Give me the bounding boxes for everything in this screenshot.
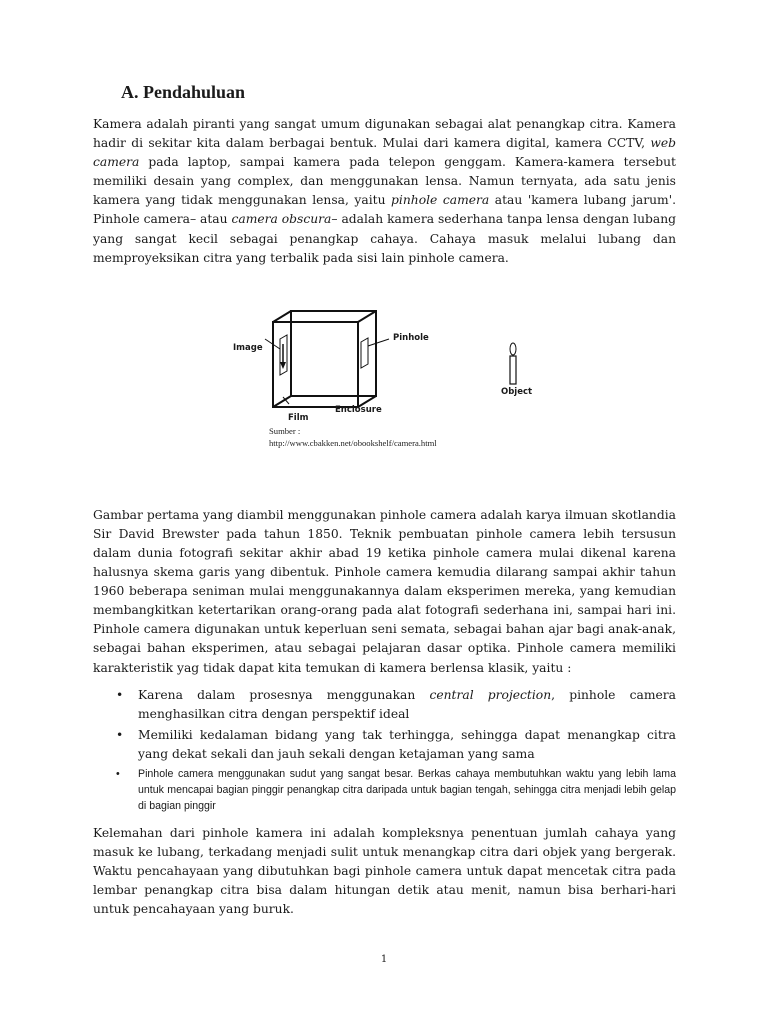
list-item: • Karena dalam prosesnya menggunakan central projection, pinhole camera menghasilkan citra dengan perspektif ideal	[116, 687, 676, 721]
weakness-paragraph: Kelemahan dari pinhole kamera ini adalah kompleksnya penentuan jumlah cahaya yang masuk ke lubang, terkadang menjadi sulit untuk menangkap citra dari objek yang bergerak. Waktu pencahayaan yang dibutuhkan bagi pinhole camera untuk dapat mencetak citra pada lembar penangkap citra bisa dalam hitungan detik atau menit, namun bisa berhari-hari untuk pencahayaan yang buruk.	[93, 825, 676, 916]
pinhole-diagram	[233, 309, 533, 419]
history-paragraph: Gambar pertama yang diambil menggunakan pinhole camera adalah karya ilmuan skotlandia Sir David Brewster pada tahun 1850. Teknik pembuatan pinhole camera lebih tersusun dalam dunia fotografi sekitar akhir abad 19 ketika pinhole camera mulai dikenal karena halusnya skema garis yang dibentuk. Pinhole camera kemudia dilarang sampai akhir tahun 1960 beberapa seniman mulai menggunakannya dalam eksperimen mereka, yang kemudian membangkitkan ketertarikan orang-orang pada alat fotografi sederhana ini, sampai hari ini. Pinhole camera digunakan untuk keperluan seni semata, sebagai bahan ajar bagi anak-anak, sebagai bahan eksperimen, atau sebagai pelajaran dasar optika. Pinhole camera memiliki karakteristik yag tidak dapat kita temukan di kamera berlensa klasik, yaitu :	[93, 507, 676, 675]
section-heading: A. Pendahuluan	[121, 82, 246, 102]
characteristics-list	[93, 686, 676, 814]
label-object: Object	[501, 386, 533, 397]
label-pinhole: Pinhole	[393, 332, 429, 343]
candle-icon	[510, 343, 516, 384]
pinhole-camera-figure	[93, 309, 676, 474]
label-image: Image	[233, 342, 263, 353]
page-number: 1	[380, 954, 388, 965]
list-item: • Memiliki kedalaman bidang yang tak terhingga, sehingga dapat menangkap citra yang dekat sekali dan jauh sekali dengan ketajaman yang sama	[116, 727, 676, 761]
label-enclosure: Enclosure	[335, 404, 382, 415]
document-page	[93, 82, 676, 919]
source-url: http://www.cbakken.net/obookshelf/camera.html	[269, 437, 437, 448]
label-film: Film	[288, 412, 309, 423]
list-item: • Pinhole camera menggunakan sudut yang sangat besar. Berkas cahaya membutuhkan waktu yang lebih lama untuk mencapai bagian pinggir penangkap citra daripada untuk bagian tengah, sehingga citra menjadi lebih gelap di bagian pinggir	[116, 767, 676, 812]
source-label: Sumber :	[269, 425, 301, 436]
intro-paragraph: Kamera adalah piranti yang sangat umum digunakan sebagai alat penangkap citra. Kamera hadir di sekitar kita dalam berbagai bentuk. Mulai dari kamera digital, kamera CCTV, web camera pada laptop, sampai kamera pada telepon genggam. Kamera-kamera tersebut memiliki desain yang complex, dan menggunakan lensa. Namun ternyata, ada satu jenis kamera yang tidak menggunakan lensa, yaitu pinhole camera atau 'kamera lubang jarum'. Pinhole camera– atau camera obscura– adalah kamera sederhana tanpa lensa dengan lubang yang sangat kecil sebagai penangkap cahaya. Cahaya masuk melalui lubang dan memproyeksikan citra yang terbalik pada sisi lain pinhole camera.	[93, 117, 676, 265]
